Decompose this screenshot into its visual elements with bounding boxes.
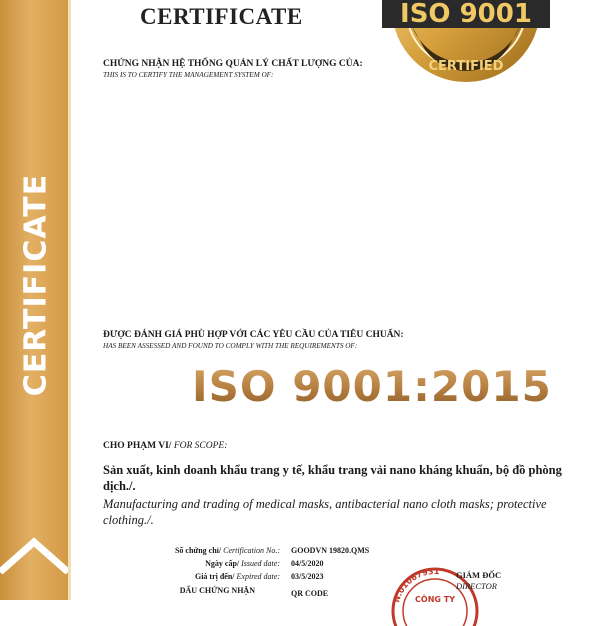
cert-no-label [100,546,280,555]
scope-text-vn: Sản xuất, kinh doanh khẩu trang y tế, khẩu trang vải nano kháng khuẩn, bộ đồ phòng dịch./. [103,463,562,493]
cert-no-label-en: Certification No.: [221,546,280,555]
director-label [456,570,501,591]
expired-date-label-en: Expired date: [234,572,280,581]
expired-date-label [100,572,280,581]
issued-date-label-en: Issued date: [239,559,280,568]
stamp-arc-text: N.01067931 [392,566,440,604]
scope-label-vn: CHO PHẠM VI/ [103,441,172,451]
sidebar-edge [68,0,71,600]
expired-date-label-vn: Giá trị đến/ [194,572,235,581]
certificate-title: CERTIFICATE [140,4,303,29]
standard-name: ISO 9001:2015 [192,362,552,411]
chevron-decoration [0,534,68,574]
certify-heading-en: THIS IS TO CERTIFY THE MANAGEMENT SYSTEM OF: [103,71,274,79]
issued-date-label [100,559,280,568]
scope-label [103,441,227,451]
scope-text-en: Manufacturing and trading of medical masks, antibacterial nano cloth masks; protective clothing./. [103,497,547,527]
iso-seal-icon [378,0,554,84]
director-vn: GIÁM ĐỐC [456,570,502,580]
seal-ribbon-text: CERTIFIED [428,59,504,74]
cert-mark-label: DẤU CHỨNG NHẬN [179,586,255,595]
cert-no-value: GOODVN 19820.QMS [291,546,370,555]
assessed-heading-en: HAS BEEN ASSESSED AND FOUND TO COMPLY WITH THE REQUIREMENTS OF: [103,342,358,350]
cert-no-label-vn: Số chứng chỉ/ [174,546,222,555]
seal-main-text: ISO 9001 [400,0,532,29]
scope-label-en: FOR SCOPE: [171,441,228,451]
qr-code-label: QR CODE [291,589,329,598]
expired-date-value: 03/5/2023 [291,572,324,581]
issued-date-label-vn: Ngày cấp/ [205,559,240,568]
stamp-center-text: CÔNG TY [415,595,455,604]
certify-heading-vn: CHỨNG NHẬN HỆ THỐNG QUẢN LÝ CHẤT LƯỢNG CỦA: [103,59,363,69]
director-en: DIRECTOR [456,581,497,591]
issued-date-value: 04/5/2020 [291,559,324,568]
sidebar-vertical-text: CERTIFICATE [18,173,54,397]
assessed-heading-vn: ĐƯỢC ĐÁNH GIÁ PHÙ HỢP VỚI CÁC YÊU CẦU CỦA TIÊU CHUẨN: [103,330,404,340]
